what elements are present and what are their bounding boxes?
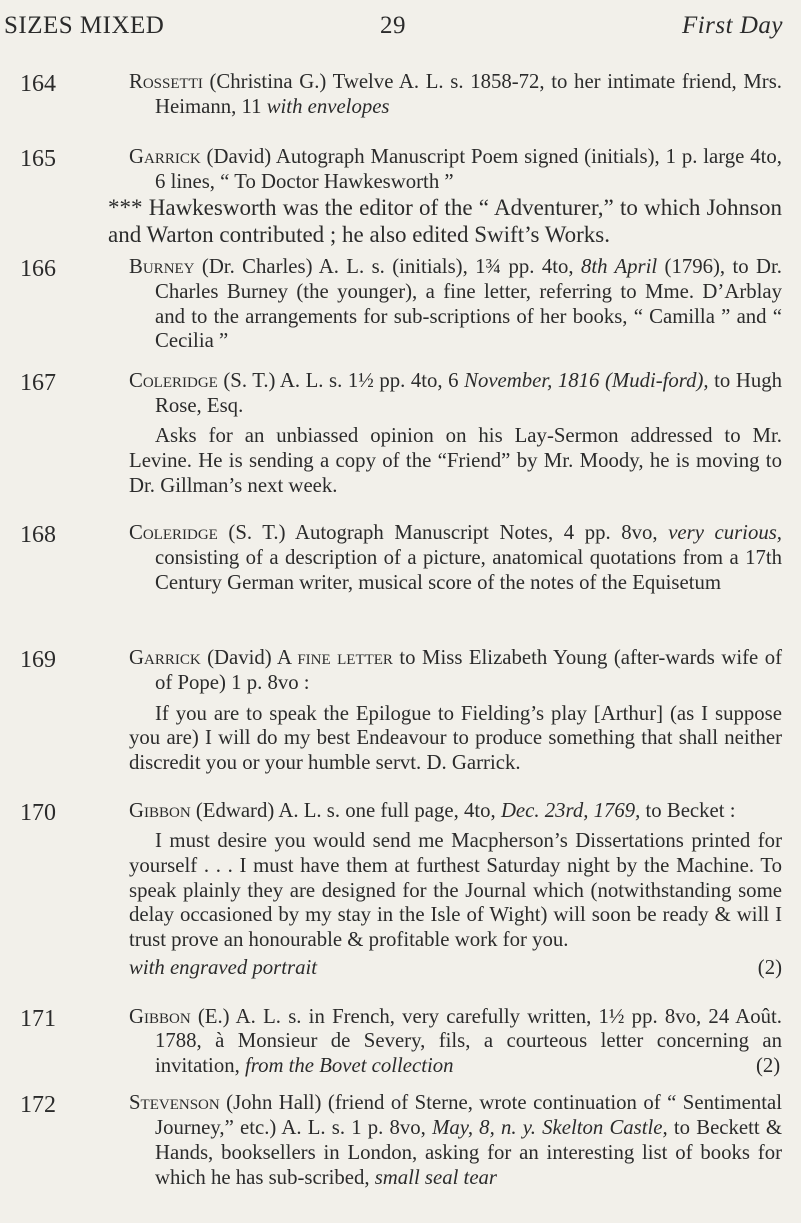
- lot-quote: Asks for an unbiassed opinion on his Lay-Sermon addressed to Mr. Levine. He is sending a copy of the “Friend” by Mr. Moody, he is moving to Dr. Gillman’s next week.: [129, 424, 782, 497]
- lot-number: 166: [20, 256, 56, 283]
- lot-text: (Christina G.) Twelve A. L. s. 1858-72, to her intimate friend, Mrs. Heimann, 11: [155, 69, 782, 118]
- lot-number: 164: [20, 70, 56, 97]
- lot-author: Garrick: [129, 646, 201, 670]
- lot-text: to Hugh Rose, Esq.: [155, 368, 782, 417]
- lot-quote: I must desire you would send me Macpherson’s Dissertations printed for yourself . . . I must have them at furthest Saturday night by the Machine. To speak plainly they are designed for the Journal which (notwithstanding some delay occasioned by my stay in the Isle of Wight) will soon be ready & will I trust prove an honourable & profitable work for you.: [129, 829, 782, 951]
- lot-author: Garrick: [129, 145, 201, 169]
- lot-number: 172: [20, 1092, 56, 1119]
- lot-italic: 8th April: [580, 255, 658, 279]
- header-left: SIZES MIXED: [4, 12, 165, 39]
- lot-quote: If you are to speak the Epilogue to Fielding’s play [Arthur] (as I suppose you are) I will do my best Endeavour to produce something that shall neither discredit you or your humble servt. D. Garrick.: [129, 701, 782, 775]
- lot-small-caps: fine letter: [297, 646, 393, 670]
- lot-author: Coleridge: [129, 521, 218, 545]
- lot-description: [129, 369, 782, 498]
- lot-text: (S. T.) A. L. s. 1½ pp. 4to, 6: [217, 368, 465, 392]
- lot-description: [129, 799, 782, 981]
- lot-text: (Dr. Charles) A. L. s. (initials), 1¾ pp. 4to,: [194, 255, 581, 279]
- lot-number: 170: [20, 799, 56, 826]
- lot-italic: very curious,: [668, 521, 782, 545]
- lot-text: to Becket :: [640, 798, 736, 822]
- lot-text: (1796), to Dr. Charles Burney (the younger), a fine letter, referring to Mme. D’Arblay and to the arrangements for sub-scriptions of her books, “ Camilla ” and “ Cecilia ”: [155, 255, 782, 353]
- lot-author: Burney: [129, 255, 195, 279]
- lot-text: (Edward) A. L. s. one full page, 4to,: [190, 798, 501, 822]
- lot-text: (David) Autograph Manuscript Poem signed (initials), 1 p. large 4to, 6 lines, “ To Doctor Hawkesworth ”: [155, 145, 782, 193]
- lot-italic: Dec. 23rd, 1769,: [500, 798, 641, 822]
- lot-text: to Miss Elizabeth Young (after-wards wife of of Pope) 1 p. 8vo :: [155, 646, 782, 695]
- lot-italic: small seal tear: [374, 1165, 498, 1189]
- lot-number: 167: [20, 369, 56, 396]
- lot-text: (E.) A. L. s. in French, very carefully written, 1½ pp. 8vo, 24 Août. 1788, à Monsieur de Severy, fils, a courteous letter concerning an invitation,: [155, 1004, 782, 1078]
- lot-author: Coleridge: [129, 368, 218, 392]
- lot-italic: May, 8, n. y. Skelton Castle,: [432, 1116, 668, 1140]
- lot-description: Gibbon (E.) A. L. s. in French, very carefully written, 1½ pp. 8vo, 24 Août. 1788, à Monsieur de Severy, fils, a courteous letter concerning an invitation, from the Bovet collection (2): [129, 1004, 782, 1078]
- lot-author: Stevenson: [129, 1091, 220, 1115]
- lot-author: Gibbon: [129, 798, 191, 822]
- lot-description: [129, 646, 782, 775]
- lot-description: [129, 1091, 782, 1190]
- lot-text: (John Hall) (friend of Sterne, wrote continuation of “ Sentimental Journey,” etc.) A. L. s. 1 p. 8vo,: [155, 1091, 782, 1140]
- lot-description: [129, 255, 782, 354]
- lot-author: Gibbon: [129, 1004, 191, 1028]
- lot-description: [108, 145, 782, 248]
- lot-number: 171: [20, 1005, 56, 1032]
- lot-count: (2): [757, 956, 782, 980]
- page-number: 29: [380, 12, 406, 39]
- lot-note: *** Hawkesworth was the editor of the “ Adventurer,” to which Johnson and Warton contributed ; he also edited Swift’s Works.: [108, 195, 782, 248]
- lot-italic: with engraved portrait: [129, 956, 318, 980]
- lot-italic: with envelopes: [266, 94, 390, 118]
- lot-text: consisting of a description of a picture, anatomical quotations from a 17th Century German writer, musical score of the notes of the Equisetum: [155, 545, 782, 594]
- lot-text: (David) A: [200, 646, 298, 670]
- lot-number: 168: [20, 522, 56, 549]
- lot-author: Rossetti: [129, 69, 203, 93]
- lot-text: to Beckett & Hands, booksellers in London, asking for an interesting list of books for which he has sub-scribed,: [155, 1116, 782, 1189]
- header-right: First Day: [681, 12, 783, 39]
- lot-italic: November, 1816 (Mudi-ford),: [464, 368, 709, 392]
- lot-number: 169: [20, 647, 56, 674]
- lot-description: [129, 521, 782, 595]
- lot-italic: from the Bovet collection: [244, 1054, 454, 1078]
- lot-text: (S. T.) Autograph Manuscript Notes, 4 pp. 8vo,: [217, 521, 669, 545]
- lot-number: 165: [20, 146, 56, 173]
- running-head: [0, 12, 801, 52]
- lot-description: [129, 70, 782, 119]
